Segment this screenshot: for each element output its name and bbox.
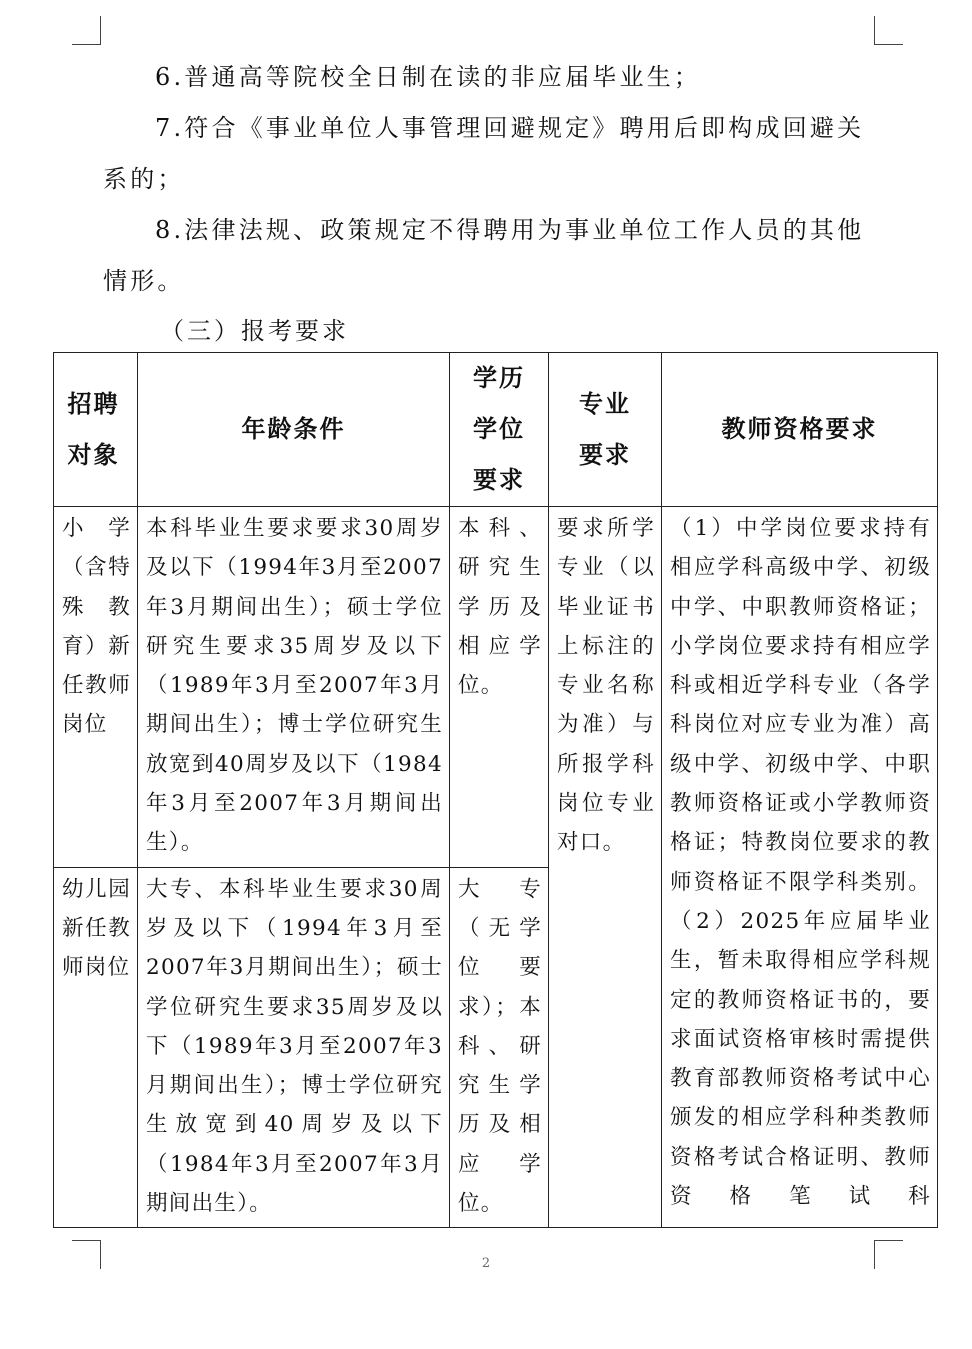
page-number: 2 <box>481 1256 491 1271</box>
cell-major: 要求所学专业（以毕业证书上标注的专业名称为准）与所报学科岗位专业对口。 <box>549 507 662 1228</box>
header-target: 招聘对象 <box>54 353 138 507</box>
cell-education-primary: 本科、研究生学历及相应学位。 <box>450 507 549 868</box>
paragraph-item-6: 6.普通高等院校全日制在读的非应届毕业生； <box>155 63 702 91</box>
paragraph-item-8: 8.法律法规、政策规定不得聘用为事业单位工作人员的其他情形。 <box>103 216 865 295</box>
cell-age-primary: 本科毕业生要求要求30周岁及以下（1994年3月至2007年3月期间出生）；硕士学位研究生要求35周岁及以下（1989年3月至2007年3月期间出生）；博士学位研究生放宽到40周岁及以下（1984年3月至2007年3月期间出生）。 <box>138 507 450 868</box>
table-row-primary <box>54 507 938 868</box>
cell-education-kindergarten: 大专（无学位要求）；本科、研究生学历及相应学位。 <box>450 867 549 1228</box>
cell-age-kindergarten: 大专、本科毕业生要求30周岁及以下（1994年3月至2007年3月期间出生）；硕士学位研究生要求35周岁及以下（1989年3月至2007年3月期间出生）；博士学位研究生放宽到40周岁及以下（1984年3月至2007年3月期间出生）。 <box>138 867 450 1228</box>
header-age: 年龄条件 <box>138 353 450 507</box>
header-education: 学历学位要求 <box>450 353 549 507</box>
header-qualification: 教师资格要求 <box>662 353 938 507</box>
table-header-row <box>54 353 938 507</box>
crop-mark-top-right <box>874 16 903 45</box>
requirements-table <box>53 352 938 1228</box>
cell-target-primary: 小学（含特殊教育）新任教师岗位 <box>54 507 138 868</box>
cell-target-kindergarten: 幼儿园新任教师岗位 <box>54 867 138 1228</box>
section-title: （三）报考要求 <box>160 317 349 345</box>
crop-mark-top-left <box>72 16 101 45</box>
cell-qualification: （1）中学岗位要求持有相应学科高级中学、初级中学、中职教师资格证；小学岗位要求持有相应学科或相近学科专业（各学科岗位对应专业为准）高级中学、初级中学、中职教师资格证或小学教师资格证；特教岗位要求的教师资格证不限学科类别。（2）2025年应届毕业生，暂未取得相应学科规定的教师资格证书的，要求面试资格审核时需提供教育部教师资格考试中心颁发的相应学科种类教师资格考试合格证明、教师资格笔试科 <box>662 507 938 1228</box>
paragraph-item-7: 7.符合《事业单位人事管理回避规定》聘用后即构成回避关系的； <box>103 114 865 193</box>
header-major: 专业要求 <box>549 353 662 507</box>
